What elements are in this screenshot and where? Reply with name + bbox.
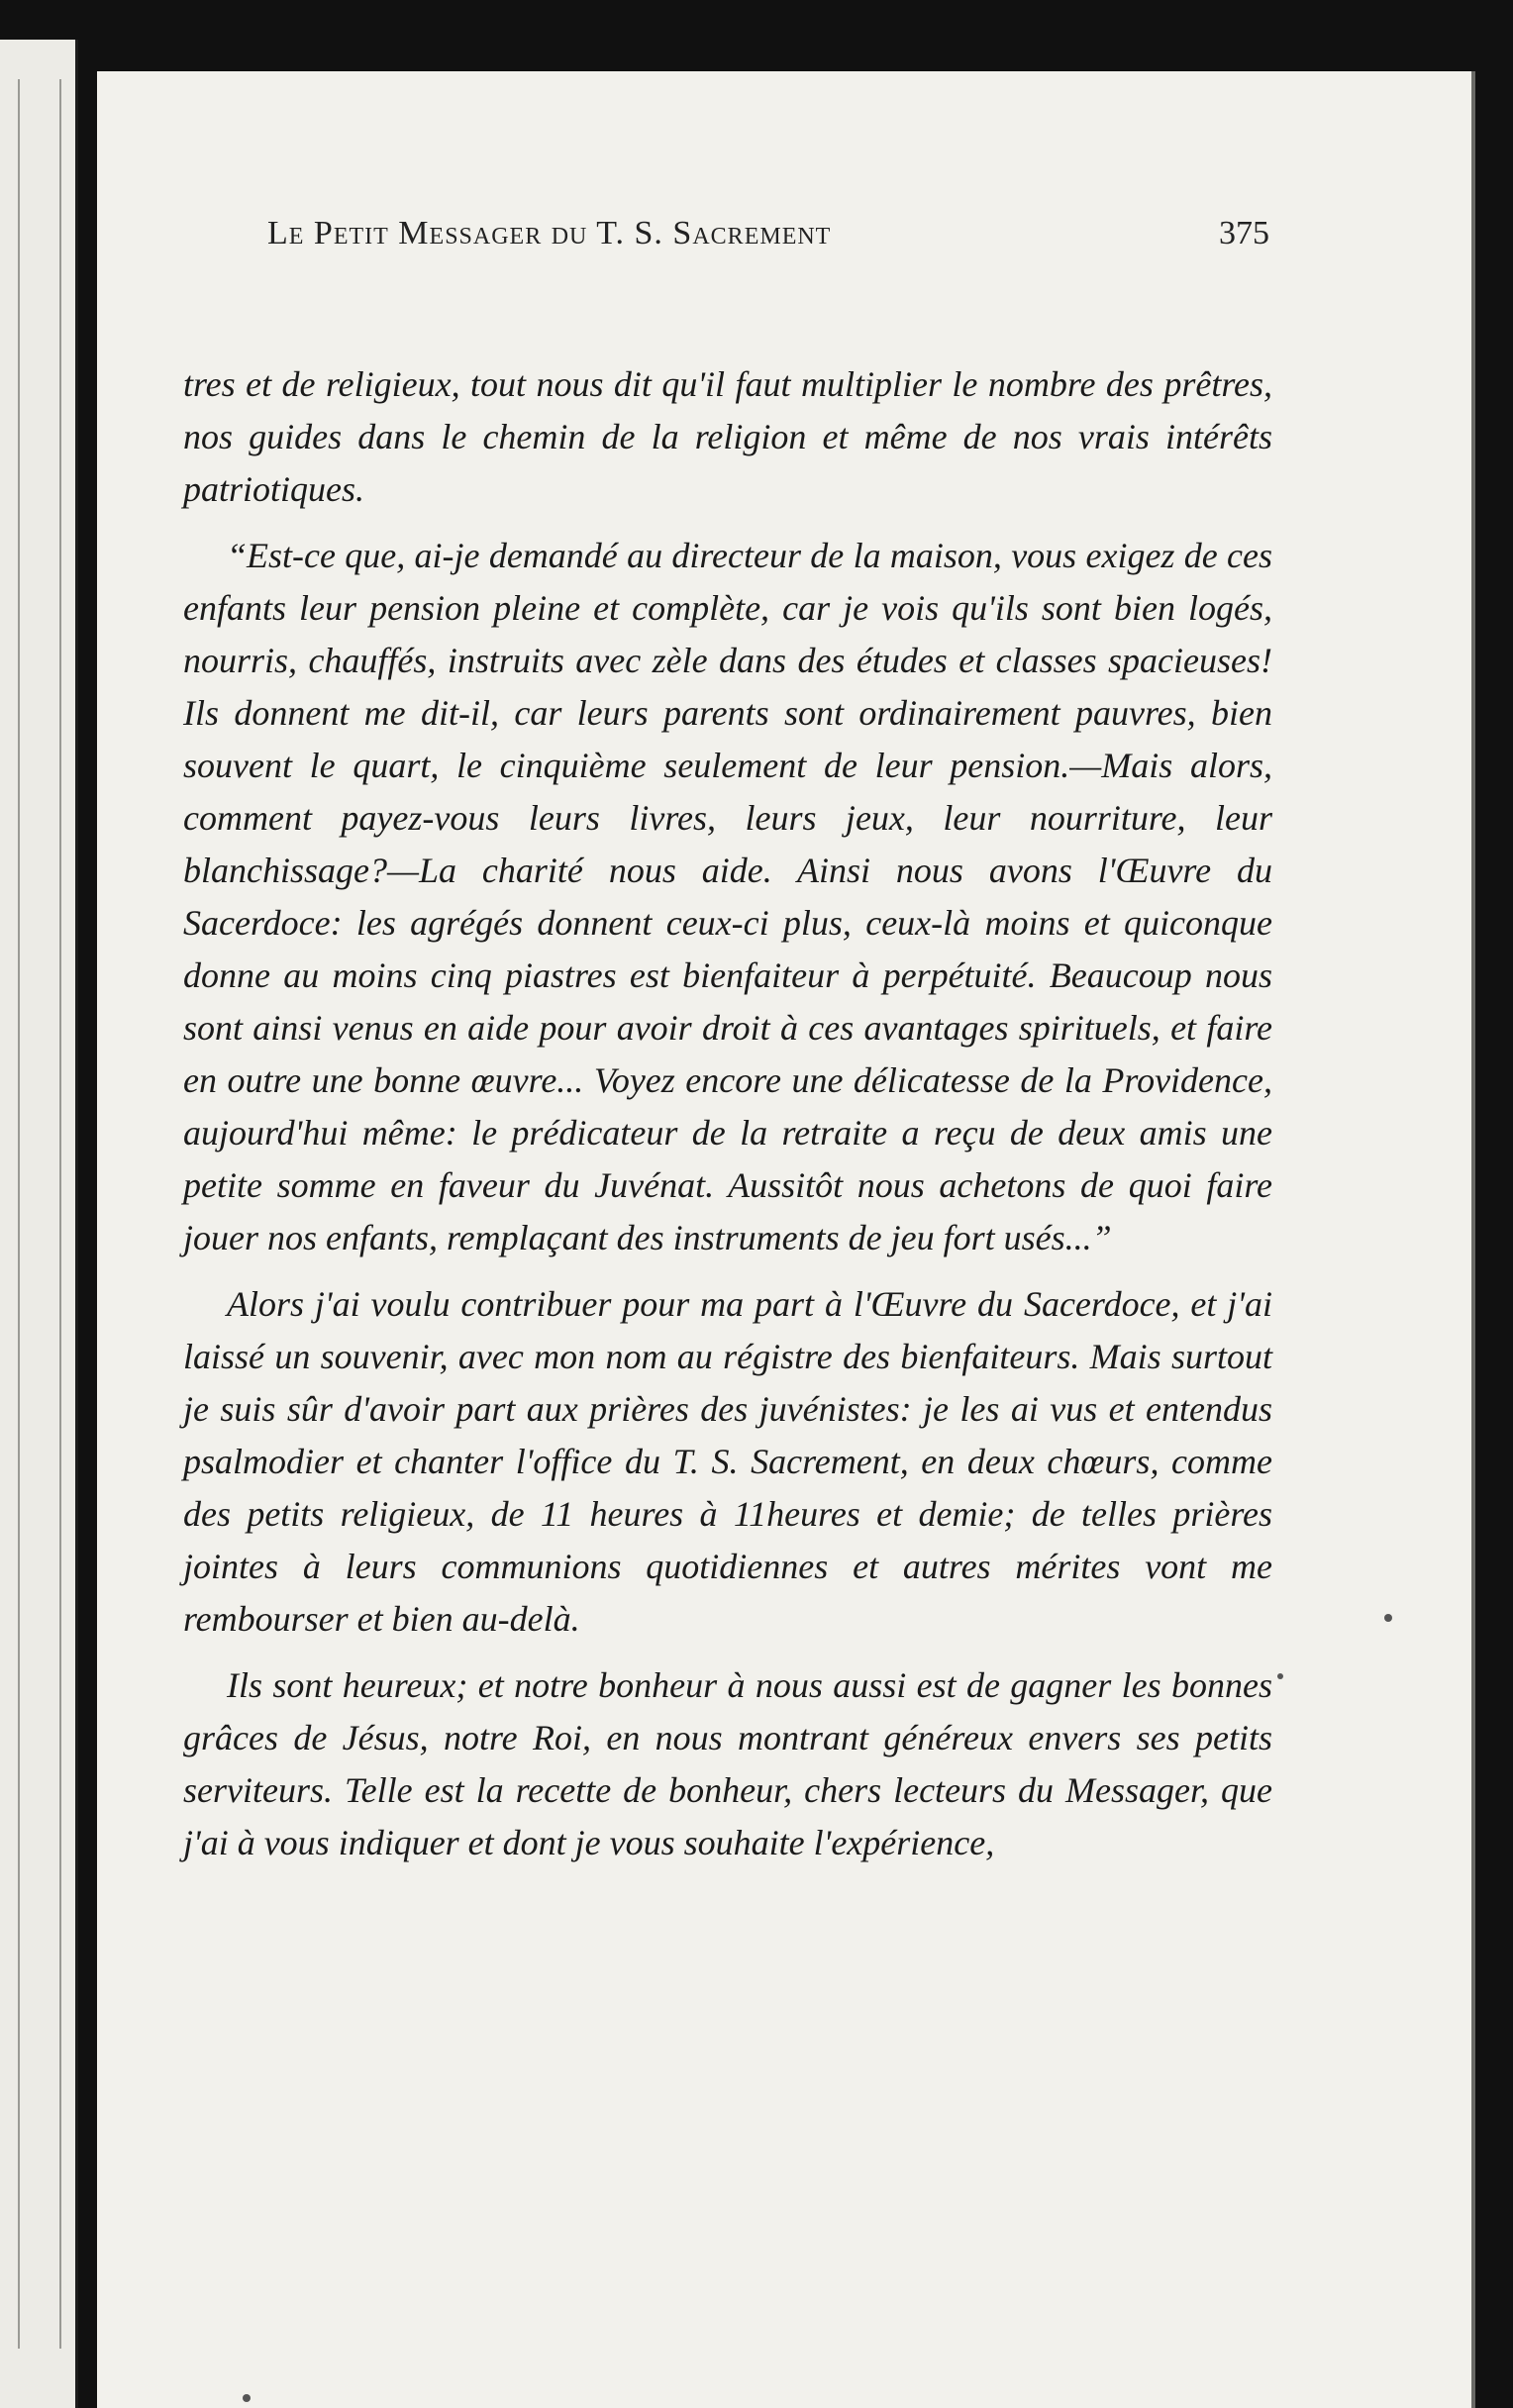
running-title: Le Petit Messager du T. S. Sacrement (267, 215, 832, 251)
paragraph: Ils sont heureux; et notre bonheur à nous aussi est de gagner les bonnes grâces de Jésus, notre Roi, en nous montrant généreux envers ses petits serviteurs. Telle est la recette de bonheur, chers lecteurs du Messager, que j'ai à vous indiquer et dont je vous souhaite l'expérience, (183, 1665, 1272, 1862)
page-edge-line (59, 79, 61, 2349)
page-header (267, 203, 1269, 272)
page-edge-line (18, 79, 20, 2349)
paragraph: tres et de religieux, tout nous dit qu'il faut multiplier le nombre des prêtres, nos guides dans le chemin de la religion et même de nos vrais intérêts patriotiques. (183, 364, 1272, 509)
print-speck (1277, 1673, 1283, 1679)
body-text (183, 358, 1272, 1883)
print-speck (243, 2394, 251, 2402)
paragraph: “Est-ce que, ai-je demandé au directeur de la maison, vous exigez de ces enfants leur pension pleine et complète, car je vois qu'ils sont bien logés, nourris, chauffés, instruits avec zèle dans des études et classes spacieuses! Ils donnent me dit-il, car leurs parents sont ordinairement pauvres, bien souvent le quart, le cinquième seulement de leur pension.—Mais alors, comment payez-vous leurs livres, leurs jeux, leur nourriture, leur blanchissage?—La charité nous aide. Ainsi nous avons l'Œuvre du Sacerdoce: les agrégés donnent ceux-ci plus, ceux-là moins et quiconque donne au moins cinq piastres est bienfaiteur à perpétuité. Beaucoup nous sont ainsi venus en aide pour avoir droit à ces avantages spirituels, et faire en outre une bonne œuvre... Voyez encore une délicatesse de la Providence, aujourd'hui même: le prédicateur de la retraite a reçu de deux amis une petite somme en faveur du Juvénat. Aussitôt nous achetons de quoi faire jouer nos enfants, remplaçant des instruments de jeu fort usés...” (183, 536, 1272, 1257)
facing-page-edge (0, 40, 78, 2408)
page-number: 375 (1219, 215, 1269, 251)
paragraph: Alors j'ai voulu contribuer pour ma part à l'Œuvre du Sacerdoce, et j'ai laissé un souvenir, avec mon nom au régistre des bienfaiteurs. Mais surtout je suis sûr d'avoir part aux prières des juvénistes: je les ai vus et entendus psalmodier et chanter l'office du T. S. Sacrement, en deux chœurs, comme des petits religieux, de 11 heures à 11heures et demie; de telles prières jointes à leurs communions quotidiennes et autres mérites vont me rembourser et bien au-delà. (183, 1284, 1272, 1639)
print-speck (1384, 1614, 1392, 1622)
